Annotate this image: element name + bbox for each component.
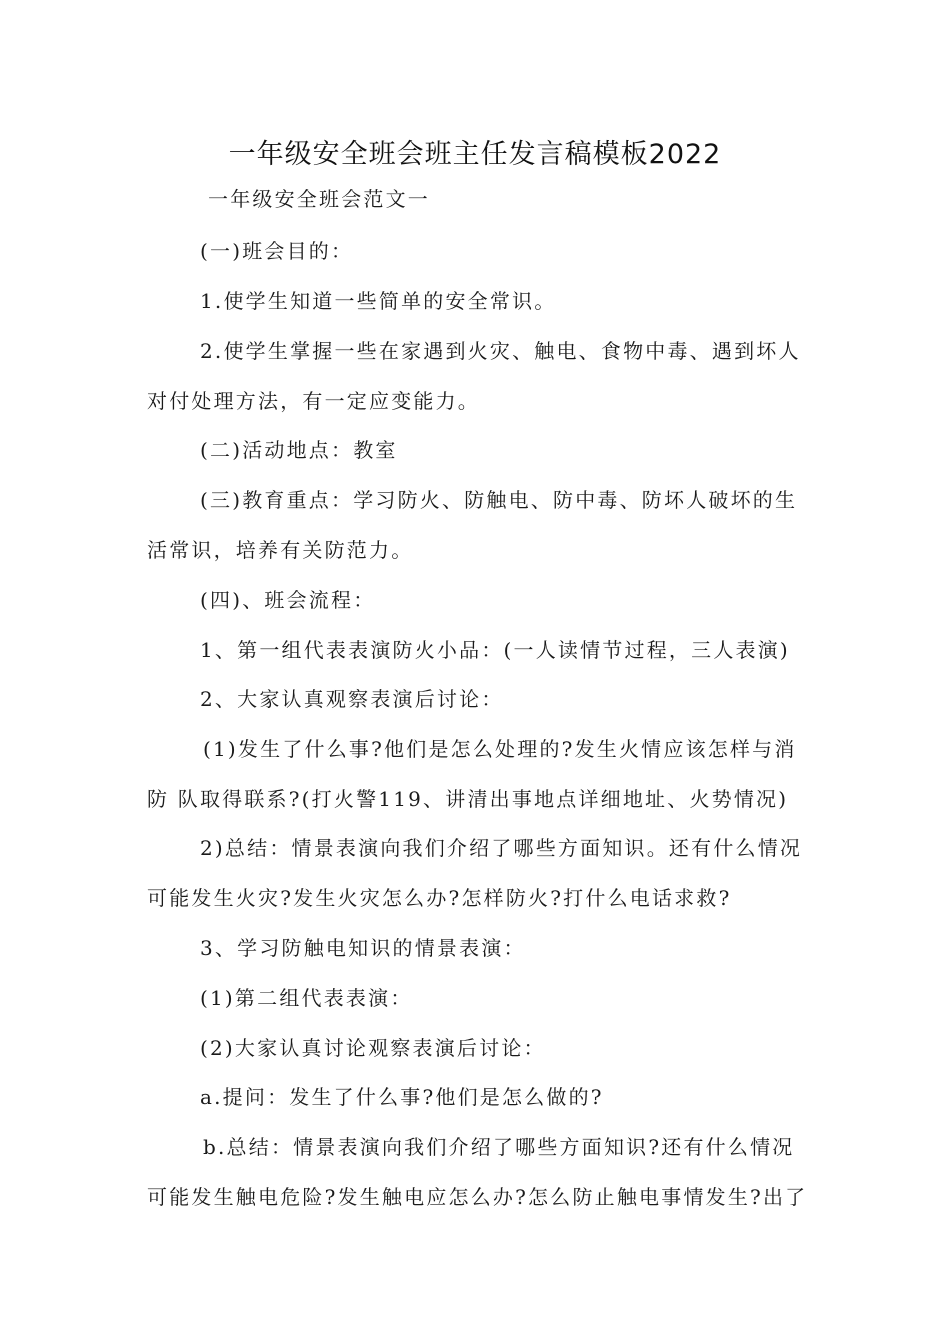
paragraph-line: (一)班会目的： (200, 239, 354, 263)
paragraph-line: (2)大家认真讨论观察表演后讨论： (200, 1036, 546, 1060)
paragraph-line: 防 队取得联系?(打火警119、讲清出事地点详细地址、火势情况) (147, 787, 789, 811)
paragraph-line: (二)活动地点：教室 (200, 438, 398, 462)
paragraph-line: 2.使学生掌握一些在家遇到火灾、触电、食物中毒、遇到坏人 (200, 339, 801, 363)
paragraph-line: a.提问：发生了什么事?他们是怎么做的? (200, 1085, 604, 1109)
paragraph-line: (1)第二组代表表演： (200, 986, 413, 1010)
paragraph-line: 1.使学生知道一些简单的安全常识。 (200, 289, 557, 313)
paragraph-line: 3、学习防触电知识的情景表演： (200, 936, 526, 960)
paragraph-line: 1、第一组代表表演防火小品：(一人读情节过程，三人表演) (200, 638, 790, 662)
paragraph-line: 活常识，培养有关防范力。 (147, 538, 414, 562)
paragraph-line: b.总结：情景表演向我们介绍了哪些方面知识?还有什么情况 (203, 1135, 795, 1159)
paragraph-line: 可能发生火灾?发生火灾怎么办?怎样防火?打什么电话求救? (147, 886, 732, 910)
paragraph-line: 2、大家认真观察表演后讨论： (200, 687, 504, 711)
paragraph-line: (三)教育重点：学习防火、防触电、防中毒、防坏人破坏的生 (200, 488, 798, 512)
paragraph-line: 可能发生触电危险?发生触电应怎么办?怎么防止触电事情发生?出了 (147, 1185, 808, 1209)
document-title: 一年级安全班会班主任发言稿模板2022 (228, 139, 722, 170)
section-heading: 一年级安全班会范文一 (208, 187, 430, 211)
paragraph-line: (1)发生了什么事?他们是怎么处理的?发生火情应该怎样与消 (203, 737, 797, 761)
paragraph-line: (四)、班会流程： (200, 588, 376, 612)
paragraph-line: 2)总结：情景表演向我们介绍了哪些方面知识。还有什么情况 (200, 836, 803, 860)
paragraph-line: 对付处理方法，有一定应变能力。 (147, 389, 480, 413)
